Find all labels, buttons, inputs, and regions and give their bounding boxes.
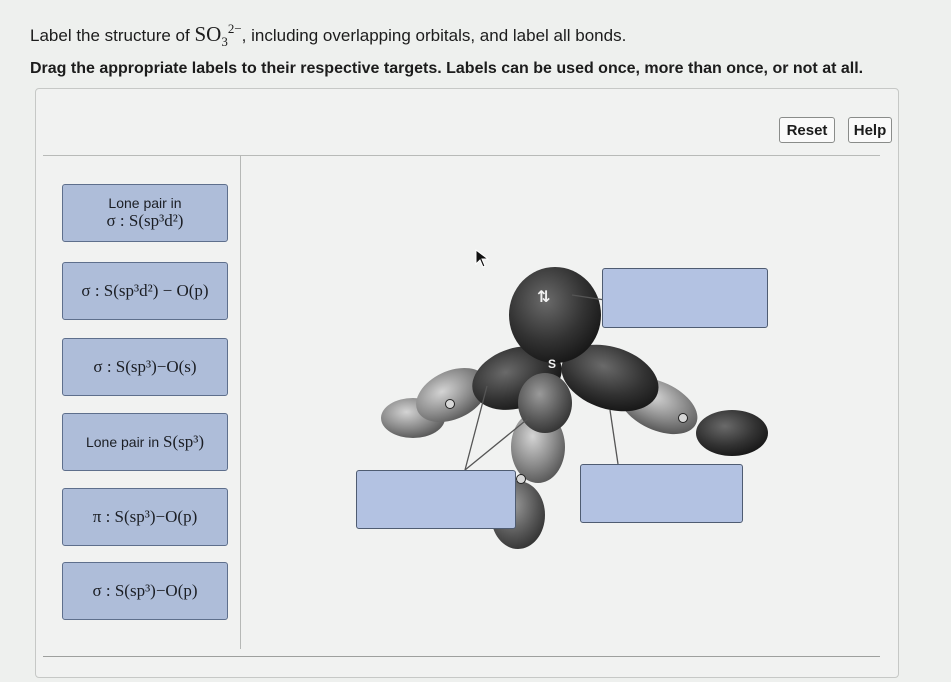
leader-line [610, 410, 618, 464]
label-text: σ : S(sp³d²) − O(p) [81, 281, 209, 300]
reset-button[interactable]: Reset [779, 117, 835, 143]
formula-charge: 2− [227, 21, 242, 36]
label-text: Lone pair in [108, 195, 182, 211]
oxygen-atom-left [446, 400, 455, 409]
question-suffix: , including overlapping orbitals, and label all bonds. [241, 26, 627, 45]
label-prefix: Lone pair in [85, 434, 160, 450]
drop-target-lone-pair[interactable] [602, 268, 768, 328]
question-prefix: Label the structure of [30, 26, 190, 45]
label-text: σ : S(sp³)−O(p) [92, 581, 198, 600]
label-text: σ : S(sp³d²) [106, 211, 184, 230]
label-math: S(sp³) [163, 432, 205, 451]
lone-pair-lobe [509, 267, 601, 363]
oxygen-p-lobe-right-outer [696, 410, 768, 456]
drop-target-right-bond[interactable] [580, 464, 743, 523]
label-text: σ : S(sp³)−O(s) [93, 357, 197, 376]
drop-target-left-bond[interactable] [356, 470, 516, 529]
hybrid-lobe-down [518, 373, 572, 433]
mouse-pointer-icon [474, 248, 492, 270]
sulfur-atom-label: S [548, 357, 557, 371]
formula-subscript: 3 [221, 34, 228, 50]
formula-base: SO [194, 22, 222, 46]
oxygen-atom-bottom [517, 475, 526, 484]
instructions-text: Drag the appropriate labels to their respective targets. Labels can be used once, more than once, or not at all. [30, 60, 864, 77]
lone-pair-arrows-icon: ⇅ [537, 287, 551, 306]
oxygen-atom-right [679, 414, 688, 423]
label-text: π : S(sp³)−O(p) [92, 507, 198, 526]
help-button[interactable]: Help [848, 117, 892, 143]
